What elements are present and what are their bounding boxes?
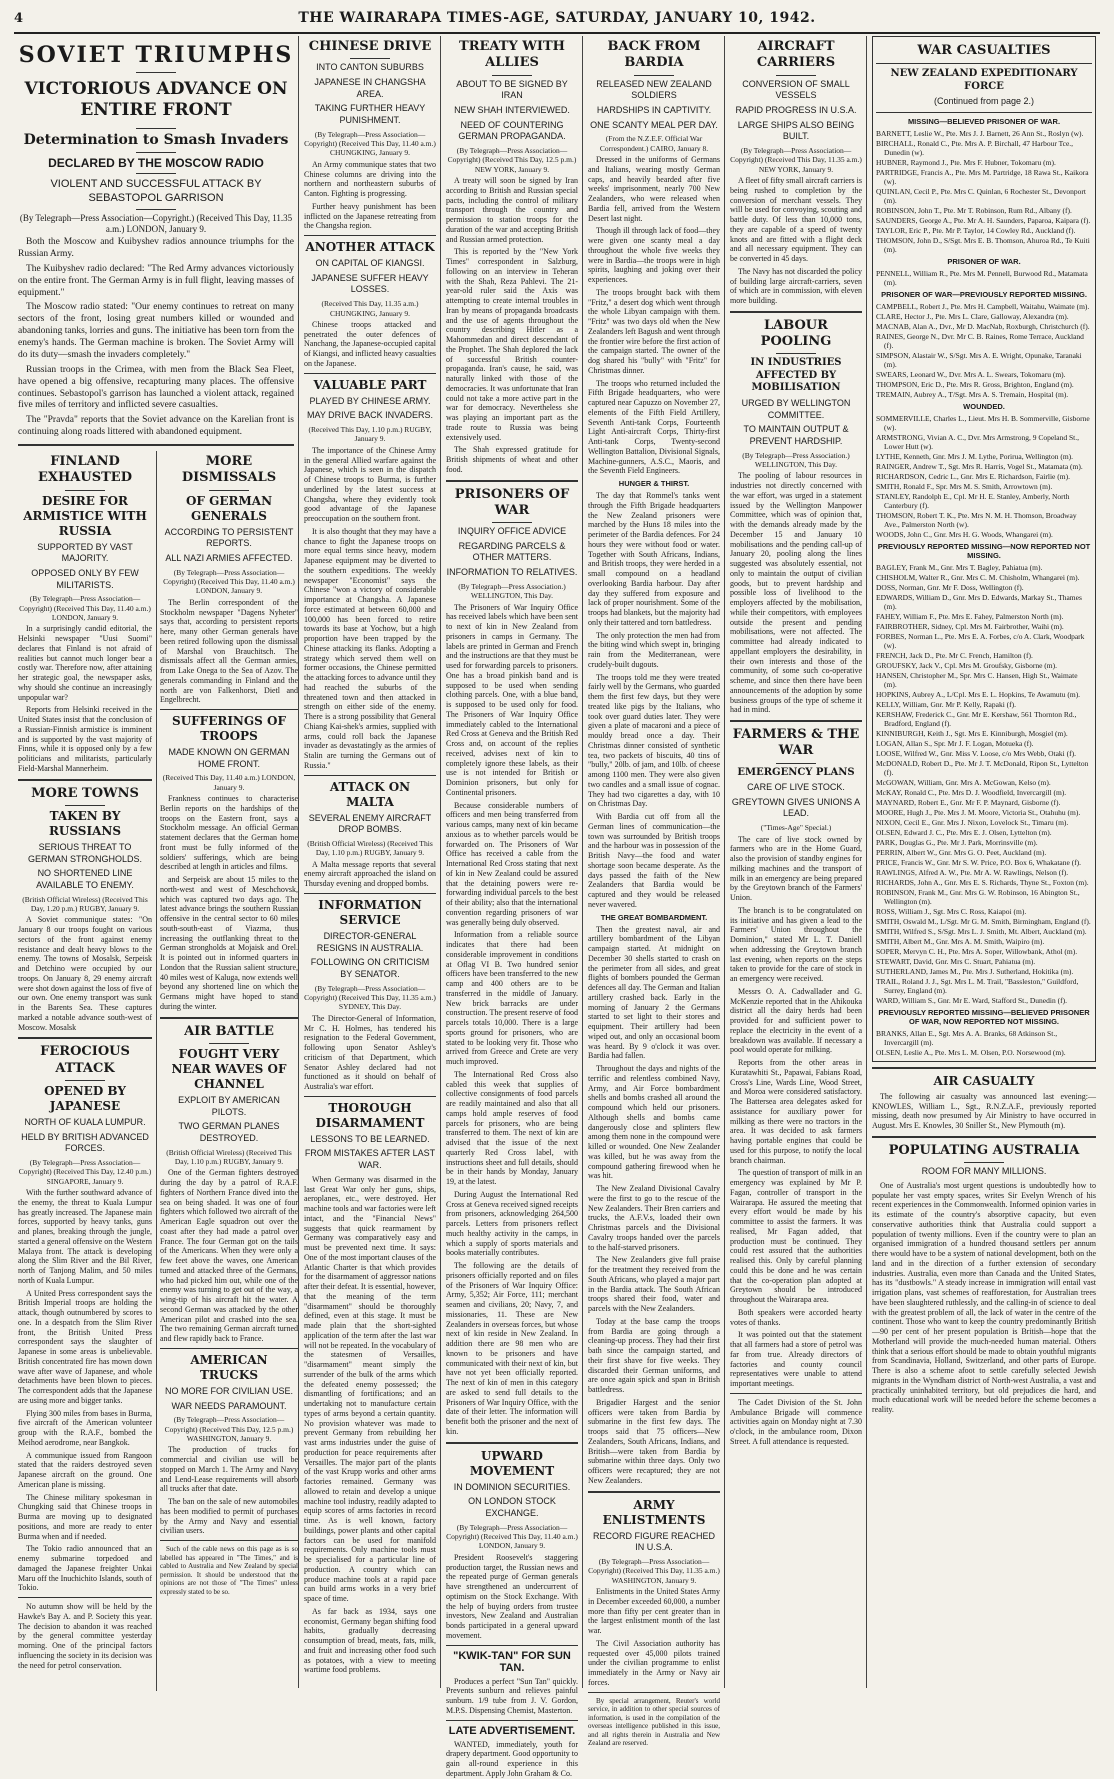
casualty-entry: TREMAIN, Aubrey A., T/Sgt. Mrs A. S. Tremain, Hospital (m). [876, 389, 1069, 399]
upward-headline: UPWARD MOVEMENT [469, 1448, 555, 1478]
lead-para: The Moscow radio stated: "Our enemy continues to retreat on many sectors of the front, losing great numbers killed or wounded and abandoning tanks, lorries and guns. The initiative has been torn from the enemy's hands. The German machine is broken. The Soviet Army will do its duty—smash the invaders completely." [18, 302, 294, 360]
casualty-entry: ROBINSON, John T., Pte. Mr T. Robinson, Rum Rd., Albany (f). [876, 205, 1072, 215]
casualty-entry: DOSS, Norman, Gnr. Mr F. Doss, Wellington (f). [876, 582, 1024, 592]
casualty-entry: ROBINSON, Frank M., Gnr. Mrs G. W. Robinson, 16 Abington St., Wellington (m). [876, 887, 1080, 906]
army-enlistments-story: ARMY ENLISTMENTS RECORD FIGURE REACHED IN U.S.A. (By Telegraph—Press Association—Copyright) (Received This Day, 11.35 a.m.) WASHINGTON, January 9. Enlistments in the United States Army in December exceeded 60,000, a number more than fifty per cent greater than in the largest enlistment month of the last war. The Civil Association authority has requested over 45,000 pilots trained under the civilian programme to enlist immediately in the Army or Navy air forces. By special arrangement, Reuter's world service, in addition to other special sources of information, is used in the compilation of the overseas intelligence published in this issue, and all rights therein in Australia and New Zealand are reserved. [588, 1497, 720, 1748]
casualty-list [876, 1029, 1092, 1057]
column-3 [300, 36, 440, 1688]
casualty-entry: FORBES, Norman L., Pte. Mrs E. A. Forbes, c/o A. Clark, Woodpark (w). [876, 631, 1085, 650]
casualty-entry: WARD, William S., Gnr. Mr E. Ward, Stafford St., Dunedin (f). [876, 995, 1067, 1005]
lead-headline: SOVIET TRIUMPHS [18, 42, 294, 68]
lead-para: Both the Moscow and Kuibyshev radios announce triumphs for the Russian Army. [18, 237, 294, 259]
casualty-entry: SOPER, Mervyn C. H., Pte. Mrs A. Soper, Willowbank, Athol (m). [876, 946, 1078, 956]
casualty-entry: SOMMERVILLE, Charles L., Lieut. Mrs H. B. Sommerville, Gisborne (w). [876, 413, 1090, 432]
more-dismissals-story: MORE DISMISSALS OF GERMAN GENERALS ACCORDING TO PERSISTENT REPORTS. ALL NAZI ARMIES AFFECTED. (By Telegraph—Press Association—Copyright) (Received This Day, 11.40 a.m.) LONDON, January 9. The Berlin correspondent of the Stockholm newspaper "Dagens Nyheter" says that, according to persistent reports here, many other German generals have been retired following upon the dismissal of Marshal von Brauchitsch. The dismissals affect all the German armies, from Lake Onega to the Sea of Azov. The generals commanding in Finland and the north are von Falkenhorst, Dietl and Engelbrecht. [160, 454, 298, 705]
prisoners-headline: PRISONERS OF WAR [454, 486, 570, 518]
casualty-entry: KINNIBURGH, Keith J., Sgt. Mrs E. Kinniburgh, Mosgiel (m). [876, 728, 1068, 738]
column-4 [442, 36, 582, 1778]
lead-credit: (By Telegraph—Press Association—Copyright.) (Received This Day, 11.35 a.m.) LONDON, January 9. [19, 212, 293, 234]
casualty-entry: PENNELL, William R., Pte. Mrs M. Pennell, Burwood Rd., Matamata (m). [876, 268, 1088, 287]
casualty-entry: HANSEN, Christopher M., Spr. Mrs C. Hansen, High St., Waimate (m). [876, 670, 1078, 689]
another-attack-story: ANOTHER ATTACK ON CAPITAL OF KIANGSI. JAPANESE SUFFER HEAVY LOSSES. (Received This Day, 11.35 a.m.) CHUNGKING, January 9. Chinese troops attacked and penetrated the outer defences of Nanchang, the Japanese-occupied capital of Kiangsi, and inflicted heavy casualties on the Japanese. [304, 240, 436, 368]
populating-headline: POPULATING AUSTRALIA [888, 1142, 1080, 1158]
war-casualties-story: WAR CASUALTIES NEW ZEALAND EXPEDITIONARY FORCE (Continued from page 2.) MISSING—BELIEVED PRISONER OF WAR. BARNETT, Leslie W., Pte. Mrs J. J. Barnett, 26 Ann St., Roslyn (w). BIRCHALL, Ronald C., Pte. Mrs A. P. Birchall, 47 Harbour Tce., Dunedin (w). HUBNER, Raymond J., Pte. Mrs F. Hubner, Tokomaru (m). PARTRIDGE, Francis A., Pte. Mrs M. Partridge, 18 Rawa St., Kaikora (w). QUINLAN, Cecil P., Pte. Mrs C. Quinlan, 6 Rochester St., Devonport (m). ROBINSON, John T., Pte. Mr T. Robinson, Rum Rd., Albany (f). SAUNDERS, George A., Pte. Mr A. H. Saunders, Paparoa, Kaipara (f). TAYLOR, Eric P., Pte. Mr P. Taylor, 14 Cowley Rd., Auckland (f). THOMSON, John D., S/Sgt. Mrs E. B. Thomson, Ahuroa Rd., Te Kuiti (m). PRISONER OF WAR. PENNELL, William R., Pte. Mrs M. Pennell, Burwood Rd., Matamata (m). PRISONER OF WAR—PREVIOUSLY REPORTED MISSING. CAMPBELL, Robert J., Pte. Mrs H. Campbell, Waitahu, Waimate (m). CLARE, Hector J., Pte. Mrs L. Clare, Galloway, Alexandra (m). MACNAB, Alan A., Dvr., Mr D. MacNab, Roxburgh, Christchurch (f). RAINES, George N., Dvr. Mr C. B. Raines, Rome Terrace, Auckland (f). SIMPSON, Alastair W., S/Sgt. Mrs A. E. Wright, Opunake, Taranaki (m). SWEARS, Leonard W., Dvr. Mrs A. L. Swears, Tokomaru (m). THOMPSON, Eric D., Pte. Mrs R. Gross, Brighton, England (m). TREMAIN, Aubrey A., T/Sgt. Mrs A. S. Tremain, Hospital (m). WOUNDED. SOMMERVILLE, Charles L., Lieut. Mrs H. B. Sommerville, Gisborne (w). ARMSTRONG, Vivian A. C., Dvr. Mrs Armstrong, 9 Copeland St., Lower Hutt (w). LYTHE, Kenneth, Gnr. Mrs J. M. Lythe, Porirua, Wellington (m). RAINGER, Andrew T., Sgt. Mrs R. Harris, Vogel St., Matamata (m). RICHARDSON, Cedric L., Gnr. Mrs E. Richardson, Fairlie (m). SMITH, Ronald F., Spr. Mrs M. S. Smith, Arrowtown (m). STANLEY, Randolph E., Cpl. Mr H. E. Stanley, Amberly, North Canterbury (f). THOMSON, Robert T. K., Pte. Mrs N. M. H. Thomson, Broadway Ave., Palmerston North (w). WOODS, John C., Gnr. Mrs H. G. Woods, Whangarei (m). PREVIOUSLY REPORTED MISSING—NOW REPORTED NOT MISSING. BAGLEY, Frank M., Gnr. Mrs T. Bagley, Pahiatua (m). CHISHOLM, Walter R., Gnr. Mrs C. M. Chisholm, Whangarei (m). DOSS, Norman, Gnr. Mr F. Doss, Wellington (f). EDWARDS, William D., Gnr. Mrs D. Edwards, Markay St., Thames (m). FAHEY, William F., Pte. Mrs E. Fahey, Palmerston North (m). FAIRBROTHER, Sidney, Cpl. Mrs M. Fairbrother, Waihi (m). FORBES, Norman L., Pte. Mrs E. A. Forbes, c/o A. Clark, Woodpark (w). FRENCH, Jack D., Pte. Mr C. French, Hamilton (f). GROUFSKY, Jack V., Cpl. Mrs M. Groufsky, Gisborne (m). HANSEN, Christopher M., Spr. Mrs C. Hansen, High St., Waimate (m). HOPKINS, Aubrey A., L/Cpl. Mrs E. L. Hopkins, Te Awamutu (m). KELLY, William, Gnr. Mr P. Kelly, Rapaki (f). KERSHAW, Frederick C., Gnr. Mr E. Kershaw, 561 Thornton Rd., Bradford, England (f). KINNIBURGH, Keith J., Sgt. Mrs E. Kinniburgh, Mosgiel (m). LOGAN, Allan S., Spr. Mr J. F. Logan, Motueka (f). LOOSE, Wilfred W., Gnr. Miss V. Loose, c/o Mrs Webb, Otaki (f). McDONALD, Robert D., Pte. Mr J. T. McDonald, Ripon St., Lyttelton (f). McGOWAN, William, Gnr. Mrs A. McGowan, Kelso (m). McKAY, Ronald C., Pte. Mrs D. J. Woodfield, Invercargill (m). MAYNARD, Robert E., Gnr. Mr F. P. Maynard, Gisborne (f). MOORE, Hugh J., Pte. Mrs J. M. Moore, Victoria St., Otahuhu (m). NIXON, Cecil E., Gnr. Mrs J. Nixon, Lovelock St., Timaru (m). OLSEN, Edward J. C., Pte. Mrs E. J. Olsen, Lyttelton (m). PARK, Douglas G., Pte. Mr J. Park, Morrinsville (m). PERRIN, Albert W., Gnr. Mrs G. O. Peet, Auckland (m). PRICE, Francis W., Gnr. Mr S. W. Price, P.O. Box 6, Whakatane (f). RAWLINGS, Alfred A. W., Pte. Mr A. W. Rawlings, Nelson (f). RICHARDS, John A., Gnr. Mrs E. S. Richards, Thyne St., Foxton (m). ROBINSON, Frank M., Gnr. Mrs G. W. Robinson, 16 Abington St., Wellington (m). ROSS, William J., Sgt. Mrs C. Ross, Kaiapoi (m). SMITH, Oswald M., L/Sgt. Mr G. M. Smith, Birmingham, England (f). SMITH, Wilfred S., S/Sgt. Mrs L. J. Smith, Mt. Albert, Auckland (m). SMITH, Albert M., Gnr. Mrs A. M. Smith, Waipiro (m). SOPER, Mervyn C. H., Pte. Mrs A. Soper, Willowbank, Athol (m). STEWART, David, Gnr. Mrs C. Stuart, Pahiatua (m). SUTHERLAND, James M., Pte. Mrs J. Sutherland, Hokitika (m). TRAIL, Roland J. J., Sgt. Mrs L. M. Trail, "Bassleston," Guildford, Surrey, England (m). WARD, William S., Gnr. Mr E. Ward, Stafford St., Dunedin (f). PREVIOUSLY REPORTED MISSING—BELIEVED PRISONER OF WAR, NOW REPORTED NOT MISSING. BRANKS, Allan E., Sgt. Mrs A. A. Branks, 68 Atkinson St., Invercargill (m). OLSEN, Leslie A., Pte. Mrs L. M. Olsen, P.O. Norsewood (m). [872, 36, 1096, 1062]
casualty-entry: KERSHAW, Frederick C., Gnr. Mr E. Kershaw, 561 Thornton Rd., Bradford, England (f). [876, 709, 1077, 728]
casualty-entry: MOORE, Hugh J., Pte. Mrs J. M. Moore, Victoria St., Otahuhu (m). [876, 807, 1081, 817]
casualty-list [876, 129, 1092, 254]
air-battle-headline: AIR BATTLE [184, 1023, 274, 1039]
chinese-drive-headline: CHINESE DRIVE [308, 39, 432, 54]
late-advertisement: LATE ADVERTISEMENT. WANTED, immediately, youth for drapery department. Good opportunity to gain all-round experience in this department. Apply John Graham & Co. [446, 1724, 578, 1778]
farmers-war-story: FARMERS & THE WAR EMERGENCY PLANS CARE OF LIVE STOCK. GREYTOWN GIVES UNIONS A LEAD. ("Times-Age" Special.) The care of live stock owned by farmers who are in the Home Guard, also the provision of standby engines for milking machines and the transport of milk in an emergency are being prepared by the Greytown branch of the Farmers' Union. The branch is to be congratulated on its initiative and has given a lead to the Farmers' Union throughout the Dominion," stated Mr L. T. Daniell when addressing the Greytown branch last evening, when reports on the steps taken to provide for the care of stock in an emergency were received. Messrs O. A. Cadwallader and G. McKenzie reported that in the Ahikouka district all the dairy herds had been provided for and sufficient power to replace the electricity in the event of a breakdown was available. If necessary a pool would operate for milking. Reports from the other areas in Kuratawhiti St., Papawai, Fabians Road, Cross's Line, Wards Line, Wood Street, and Moroa were considered satisfactory. The Battersea area delegates asked for assistance for auxiliary power for milking as there were no tractors in the area. It was decided to ask farmers having portable engines that could be used for this purpose, to notify the local branch chairman. The question of transport of milk in an emergency was explained by Mr P. Fagan, controller of transport in the Wairarapa. He assured the meeting that every effort would be made by his committee to assist the farmers. It was realised, Mr Fagan added, that production must be continued. They could rest assured that the authorities realised this. Only by careful planning could this be done and he was certain that the co-operation plan adopted at Greytown should be introduced throughout the Wairarapa area. Both speakers were accorded hearty votes of thanks. It was pointed out that the statement that all farmers had a store of petrol was far from true. Already directors of factories and county council representatives were unable to attend important meetings. The Cadet Division of the St. John Ambulance Brigade will commence activities again on Monday night at 7.30 o'clock, in the ambulance room, Dixon Street. A full attendance is requested. [730, 727, 862, 1446]
casualty-entry: FRENCH, Jack D., Pte. Mr C. French, Hamilton (f). [876, 650, 1033, 660]
casualty-entry: BIRCHALL, Ronald C., Pte. Mrs A. P. Birchall, 47 Harbour Tce., Dunedin (w). [876, 138, 1074, 157]
information-service-story: INFORMATION SERVICE DIRECTOR-GENERAL RESIGNS IN AUSTRALIA. FOLLOWING ON CRITICISM BY SENATOR. (By Telegraph—Press Association—Copyright) (Received This Day, 11.35 a.m.) SYDNEY, This Day. The Director-General of Information, Mr C. H. Holmes, has tendered his resignation to the Federal Government, following upon Senator Ashley's criticism of that Department, which Senator Ashley declared had not functioned as it should on behalf of Australia's war effort. [304, 897, 436, 1091]
lead-story [18, 42, 294, 439]
cable-footnote: Such of the cable news on this page as is so labelled has appeared in "The Times," and is cabled to Australia and New Zealand by special permission. It should be understood that the opinions are not those of "The Times" unless expressly stated to be so. [160, 1545, 298, 1596]
casualty-entry: GROUFSKY, Jack V., Cpl. Mrs M. Groufsky, Gisborne (m). [876, 660, 1057, 670]
another-attack-headline: ANOTHER ATTACK [305, 240, 435, 255]
more-towns-headline: MORE TOWNS [31, 785, 139, 801]
treaty-story: TREATY WITH ALLIES ABOUT TO BE SIGNED BY IRAN NEW SHAH INTERVIEWED. NEED OF COUNTERING GERMAN PROPAGANDA. (By Telegraph—Press Association—Copyright) (Received This Day, 12.5 p.m.) NEW YORK, January 9. A treaty will soon be signed by Iran according to British and Russian special pacts, including the control of military transport through the country and permission to station troops for the duration of the war and accepting British and Russian armed protection. This is reported by the "New York Times" correspondent in Salzburg, following on an interview in Teheran with the Shah, Reza Pahlevi. The 21-year-old ruler said the Axis was attempting to create internal troubles in Iran by means of propaganda broadcasts and the use of agents throughout the country describing Hitler as a Mahommedan and direct descendant of the Prophet. The Shah deplored the lack of successful British counter-propaganda. Iran's cause, he said, was naturally linked with those of the democracies. It was unfortunate that Iran could not take a more active part in the war for democracy. Nevertheless she was playing an important part as the trade route to Russia was being extensively used. The Shah expressed gratitude for British shipments of wheat and other food. [446, 39, 578, 474]
casualty-entry: HOPKINS, Aubrey A., L/Cpl. Mrs E. L. Hopkins, Te Awamutu (m). [876, 689, 1081, 699]
casualty-entry: LOGAN, Allan S., Spr. Mr J. F. Logan, Motueka (f). [876, 738, 1034, 748]
casualty-list [876, 414, 1092, 539]
air-casualty-headline: AIR CASUALTY [933, 1073, 1035, 1088]
casualty-entry: STANLEY, Randolph E., Cpl. Mr H. E. Stanley, Amberly, North Canterbury (f). [876, 491, 1070, 510]
more-dismissals-headline: MORE DISMISSALS [181, 454, 277, 486]
lead-sub1: VICTORIOUS ADVANCE ON ENTIRE FRONT [24, 79, 288, 121]
casualty-entry: SUTHERLAND, James M., Pte. Mrs J. Sutherland, Hokitika (m). [876, 966, 1074, 976]
casualty-entry: McDONALD, Robert D., Pte. Mr J. T. McDonald, Ripon St., Lyttelton (f). [876, 758, 1089, 777]
american-trucks-story: AMERICAN TRUCKS NO MORE FOR CIVILIAN USE. WAR NEEDS PARAMOUNT. (By Telegraph—Press Association—Copyright) (Received This Day, 12.5 p.m.) WASHINGTON, January 9. The production of trucks for commercial and civilian use will be stopped on March 1. The Army and Navy and Lend-Lease requirements will absorb all trucks after that date. The ban on the sale of new automobiles has been modified to permit of purchases by the Army and Navy and essential civilian users. Such of the cable news on this page as is so labelled has appeared in "The Times," and is cabled to Australia and New Zealand by special permission. It should be understood that the opinions are not those of "The Times" unless expressly stated to be so. [160, 1352, 298, 1596]
attack-malta-story: ATTACK ON MALTA SEVERAL ENEMY AIRCRAFT DROP BOMBS. (British Official Wireless) (Received This Day, 1.10 p.m.) RUGBY, January 9. A Malta message reports that several enemy aircraft approached the island on Thursday evening and dropped bombs. [304, 779, 436, 889]
late-ad-headline: LATE ADVERTISEMENT. [448, 1724, 576, 1737]
casualty-entry: TRAIL, Roland J. J., Sgt. Mrs L. M. Trail, "Bassleston," Guildford, Surrey, England (m). [876, 976, 1079, 995]
casualty-entry: SMITH, Wilfred S., S/Sgt. Mrs L. J. Smith, Mt. Albert, Auckland (m). [876, 926, 1087, 936]
information-service-headline: INFORMATION SERVICE [318, 897, 422, 927]
finland-sub1: DESIRE FOR ARMISTICE WITH RUSSIA [23, 493, 147, 538]
casualty-entry: TAYLOR, Eric P., Pte. Mr P. Taylor, 14 Cowley Rd., Auckland (f). [876, 225, 1076, 235]
column-2 [160, 451, 298, 1599]
casualty-entry: NIXON, Cecil E., Gnr. Mrs J. Nixon, Lovelock St., Timaru (m). [876, 817, 1069, 827]
casualty-list [876, 269, 1092, 287]
casualty-entry: ROSS, William J., Sgt. Mrs C. Ross, Kaiapoi (m). [876, 906, 1027, 916]
labour-pooling-story: LABOUR POOLING IN INDUSTRIES AFFECTED BY MOBILISATION URGED BY WELLINGTON COMMITTEE. TO MAINTAIN OUTPUT & PREVENT HARDSHIP. (By Telegraph—Press Association.) WELLINGTON, This Day. The pooling of labour resources in industries not directly concerned with the war effort, was urged in a statement issued by the Wellington Manpower Committee, which was of opinion that, with the demands already made by the December 15 and January 10 mobilisations and the pending call-up of January 20, pooling along the lines suggested was absolutely essential, not only to maintain the output of civilian goods, but to prevent hardship and possible loss of livelihood to the employers affected by the mobilisation, while their competitors, with employees outside the present and pending mobilisations, were not affected. The committee had already indicated to appellant employers the desirability, in their own interests and those of the community, of some such co-operative scheme, and since then there have been announcements of the adoption by some business groups of the type of scheme it had in mind. [730, 317, 862, 715]
lead-sub3: DECLARED BY THE MOSCOW RADIO [48, 156, 264, 170]
casualty-entry: SAUNDERS, George A., Pte. Mr A. H. Saunders, Paparoa, Kaipara (f). [876, 215, 1091, 225]
sufferings-story: SUFFERINGS OF TROOPS MADE KNOWN ON GERMAN HOME FRONT. (Received This Day, 11.40 a.m.) LONDON, January 9. Frankness continues to characterise Berlin reports on the hardships of the troops on the Eastern front, says a Stockholm message. An official German statement declares that the German home front must be fully informed of the soldiers' sufferings, which are being described at length in articles and films. and Serpeisk are about 15 miles to the north-west and west of Meschchovsk, which was captured two days ago. The latest advance brings the southern Russian offensive in the central sector to 60 miles south-south-east of Viazma, thus increasing the outflanking threat to the German strongholds at Mojaisk and Orel. It is pointed out in informed quarters in London that the Russian salient structure, 40 miles west of Kaluga, now extends well beyond any shortened line on which the Germans might have hoped to stand during the winter. [160, 714, 298, 1011]
casualty-entry: PERRIN, Albert W., Gnr. Mrs G. O. Peet, Auckland (m). [876, 847, 1047, 857]
casualty-entry: MACNAB, Alan A., Dvr., Mr D. MacNab, Roxburgh, Christchurch (f). [876, 321, 1090, 331]
aircraft-carriers-story: AIRCRAFT CARRIERS CONVERSION OF SMALL VESSELS RAPID PROGRESS IN U.S.A. LARGE SHIPS ALSO BEING BUILT. (By Telegraph—Press Association—Copyright) (Received This Day, 11.35 a.m.) NEW YORK, January 9. A fleet of fifty small aircraft carriers is being rushed to completion by the conversion of merchant vessels. They will be used for convoying, scouting and battle duty. Of less than 10,000 tons, they are capable of a speed of twenty knots and are fitted with a flight deck and all necessary equipment. They can be converted in 45 days. The Navy has not discarded the policy of building large aircraft-carriers, seven of which are in commission, with eleven more building. [730, 39, 862, 306]
lead-para: The "Pravda" reports that the Soviet advance on the Karelian front is continuing along roads littered with abandoned equipment. [18, 415, 294, 438]
column-5 [584, 36, 724, 1748]
casualty-entry: OLSEN, Leslie A., Pte. Mrs L. M. Olsen, P.O. Norsewood (m). [876, 1047, 1066, 1057]
farmers-headline: FARMERS & THE WAR [732, 727, 860, 759]
casualty-entry: RICHARDSON, Cedric L., Gnr. Mrs E. Richardson, Fairlie (m). [876, 471, 1070, 481]
thorough-disarmament-headline: THOROUGH DISARMAMENT [315, 1100, 425, 1130]
carriers-headline: AIRCRAFT CARRIERS [756, 39, 836, 71]
casualty-list [876, 563, 1092, 1005]
kwik-tan-headline: "KWIK-TAN" FOR SUN TAN. [453, 1649, 571, 1674]
casualty-entry: RAINES, George N., Dvr. Mr C. B. Raines, Rome Terrace, Auckland (f). [876, 331, 1084, 350]
casualty-entry: KELLY, William, Gnr. Mr P. Kelly, Rapaki (f). [876, 699, 1017, 709]
thorough-disarmament-story: THOROUGH DISARMAMENT LESSONS TO BE LEARNED. FROM MISTAKES AFTER LAST WAR. When Germany was disarmed in the last Great War only her guns, ships, aeroplanes, etc., were destroyed. Her machine tools and war factories were left intact, and the "Financial News" suggests that quick rearmament by Germany was comparatively easy and must be prevented next time. It says: One of the most important clauses of the Atlantic Charter is that which provides for the disarmament of aggressor nations after their defeat. It is essential, however, that the meaning of the term "disarmament" should be thoroughly defined, even at this stage. It must be made plain that the short-sighted application of the term after the last war will not be repeated. In the vocabulary of the statesmen of Versailles, "disarmament" meant simply the surrender of the bulk of the arms which the defeated enemy possessed; the dismantling of fortifications; and an undertaking not to manufacture certain types of arms beyond a certain quantity. No provision whatever was made to prevent Germany from rebuilding her vast arms industries under the guise of production for peace requirements after Versailles. The major part of the plants of the vast Krupp works and other arms factories remained. Germany was allowed to retain and develop a unique machine tool industry, readily adapted to equip scores of arms factories in record time. As is well known, factory buildings, power plants and other capital factors can be used for manifold requirements. Only machine tools must be specialised for a particular line of production. A country which can produce machine tools at a rapid pace can build arms works in a very brief space of time. As far back as 1934, says one economist, Germany began shifting food habits, gradually decreasing consumption of bread, meats, fats, milk, and fruit and increasing other food such as potatoes, with a view to meeting wartime food problems. [304, 1100, 436, 1675]
sufferings-headline: SUFFERINGS OF TROOPS [172, 714, 286, 744]
casualties-headline: WAR CASUALTIES [917, 43, 1051, 58]
upward-movement-story: UPWARD MOVEMENT IN DOMINION SECURITIES. ON LONDON STOCK EXCHANGE. (By Telegraph—Press Association—Copyright) (Received This Day, 11.40 a.m.) LONDON, January 9. President Roosevelt's staggering production target, the Russian news and the repeated purge of German generals have strengthened an undercurrent of optimism on the Stock Exchange. With the help of buying orders from trustee investors, New Zealand and Australian bonds participated in a general upward movement. [446, 1448, 578, 1640]
casualty-entry: RICHARDS, John A., Gnr. Mrs E. S. Richards, Thyne St., Foxton (m). [876, 877, 1089, 887]
kwik-tan-ad: "KWIK-TAN" FOR SUN TAN. Produces a perfect "Sun Tan" quickly. Prevents sunburn and relieves painful sunburn. 1/9 tube from J. V. Gordon, M.P.S. Dispensing Chemist, Masterton. [446, 1649, 578, 1715]
casualty-entry: PARTRIDGE, Francis A., Pte. Mrs M. Partridge, 18 Rawa St., Kaikora (w). [876, 167, 1089, 186]
casualty-entry: QUINLAN, Cecil P., Pte. Mrs C. Quinlan, 6 Rochester St., Devonport (m). [876, 186, 1086, 205]
valuable-part-headline: VALUABLE PART [313, 377, 427, 392]
casualty-entry: BRANKS, Allan E., Sgt. Mrs A. A. Branks, 68 Atkinson St., Invercargill (m). [876, 1028, 1058, 1047]
bardia-story: BACK FROM BARDIA RELEASED NEW ZEALAND SOLDIERS HARDSHIPS IN CAPTIVITY. ONE SCANTY MEAL PER DAY. (From the N.Z.E.F. Official War Correspondent.) CAIRO, January 8. Dressed in the uniforms of Germans and Italians, wearing mostly German caps, and heavily bearded after five weeks' imprisonment, nearly 700 New Zealanders, who were released when Bardia fell, arrived from the Western Desert last night. Though ill through lack of food—they were given one scanty meal a day throughout the whole five weeks they were in Bardia—the troops were in high spirits, laughing and joking over their experiences. The troops brought back with them "Fritz," a desert dog which went through the whole Libyan campaign with them. "Fritz" was two days old when the New Zealanders left Bagush and went through the frontier wire before the first action of the campaign started. The owner of the dog shared his "bully" with "Fritz" for Christmas dinner. The troops who returned included the Fifth Brigade headquarters, who were captured near Capuzzo on November 27, elements of the Fifth Field Artillery, Seventh Anti-tank Corps, Fourteenth Light Anti-aircraft Corps, Thirty-first Anti-tank Corps, Twenty-second Wellington Battalion, Divisional Signals, Machine-gunners, A.S.C., Maoris, and the Seventh Field Engineers. HUNGER & THIRST. The day that Rommel's tanks went through the Fifth Brigade headquarters the New Zealand prisoners were marched by the Huns 18 miles into the perimeter of the Bardia defences. For 24 hours they were without food or water. Together with South Africans, Indians, and British troops, they were herded in a small compound on a headland overlooking Bardia harbour. Day after day they suffered from exposure and lack of proper nourishment. Some of the troops had blankets, but the majority had only their tattered and torn battledress. The only protection the men had from the biting wind which swept in, bringing rain from the Mediterranean, were crudely-built dugouts. The troops told me they were treated fairly well by the Germans, who guarded them the first few days, but they were treated like pigs by the Italians, who took over guard duties later. They were given a plate of macaroni and a piece of mouldy bread once a day. Their Christmas dinner consisted of synthetic tea, two packets of biscuits, 40 tins of "bully," 20lb. of jam, and 10lb. of cheese among 1100 men. They were also given two candles and a small issue of cognac. They had two cigarettes a day, with 10 on Christmas Day. With Bardia cut off from all the German lines of communication—the town was surrounded by British troops and the harbour was in possession of the British Navy—the food and water shortage soon became desperate. As the days passed the faith of the New Zealanders that Bardia would be captured and they would be released never wavered. THE GREAT BOMBARDMENT. Then the greatest naval, air and artillery bombardment of the Libyan campaign started. At midnight on December 30 shells started to crash on the perimeter from all sides, and great flights of bombers pounded the German defences all day. The German and Italian artillery crashed back. Early in the morning of January 2 the Germans started to set light to their stores and equipment. Their artillery had been wiped out, and only an occasional boom was heard. By 9 o'clock it was over. Bardia had fallen. Throughout the days and nights of the terrific and relentless combined Navy, Army, and Air Force bombardment shells and bombs crashed all around the compound which held our prisoners. Although shells and bombs came dangerously close and splinters flew among them none in the compound were killed or wounded. One New Zealander was killed, but he was away from the compound gathering firewood when he was hit. The New Zealand Divisional Cavalry were the first to go to the rescue of the New Zealanders. Their Bren carriers and trucks, the A.F.V.s, loaded their own Christmas parcels and the Divisional Cavalry troops handed over the parcels to the half-starved prisoners. The New Zealanders give full praise for the treatment they received from the South Africans, who played a major part in the Bardia attack. The South African troops shared their food, water and parcels with the New Zealanders. Today at the base camp the troops from Bardia are going through a cleaning-up process. They had their first bath since the campaign started, and their first shave for five weeks. They discarded their German uniforms, and are once again spick and span in British battledress. Brigadier Hargest and the senior officers were taken from Bardia by submarine in the first few days. The troops said that 75 officers—New Zealanders, South Africans, Indians, and British—were taken from Bardia by submarine within three days. Only two officers were recaptured; they are not New Zealanders. [588, 39, 720, 1485]
enlistments-headline: ARMY ENLISTMENTS [602, 1497, 706, 1527]
bardia-headline: BACK FROM BARDIA [607, 39, 701, 71]
casualty-entry: BARNETT, Leslie W., Pte. Mrs J. J. Barnett, 26 Ann St., Roslyn (w). [876, 128, 1084, 138]
casualty-entry: FAIRBROTHER, Sidney, Cpl. Mrs M. Fairbrother, Waihi (m). [876, 621, 1064, 631]
finland-story: FINLAND EXHAUSTED DESIRE FOR ARMISTICE WITH RUSSIA SUPPORTED BY VAST MAJORITY. OPPOSED ONLY BY FEW MILITARISTS. (By Telegraph—Press Association—Copyright) (Received This Day, 11.40 a.m.) LONDON, January 9. In a surprisingly candid editorial, the Helsinki newspaper "Uusi Suomi" declares that Finland is not afraid of realities but cannot much longer bear a costly war. Therefore now, after attaining her strategic goal, the newspaper asks, why should she continue an increasingly unpopular war? Reports from Helsinki received in the United States insist that the conclusion of a Russian-Finnish armistice is imminent and is supported by the vast majority of Finns, while it is opposed only by a few politicians and militarists, particularly Field-Marshal Mannerheim. [18, 454, 152, 773]
casualty-entry: SMITH, Albert M., Gnr. Mrs A. M. Smith, Waipiro (m). [876, 936, 1045, 946]
casualty-entry: CHISHOLM, Walter R., Gnr. Mrs C. M. Chisholm, Whangarei (m). [876, 572, 1080, 582]
casualty-entry: HUBNER, Raymond J., Pte. Mrs F. Hubner, Tokomaru (m). [876, 157, 1056, 167]
column-1 [18, 451, 152, 1673]
masthead [14, 8, 1100, 34]
casualty-entry: THOMSON, John D., S/Sgt. Mrs E. B. Thomson, Ahuroa Rd., Te Kuiti (m). [876, 235, 1090, 254]
left-block [14, 36, 298, 1688]
casualty-entry: BAGLEY, Frank M., Gnr. Mrs T. Bagley, Pahiatua (m). [876, 562, 1043, 572]
air-battle-story: AIR BATTLE FOUGHT VERY NEAR WAVES OF CHANNEL EXPLOIT BY AMERICAN PILOTS. TWO GERMAN PLANES DESTROYED. (British Official Wireless) (Received This Day, 1.10 p.m.) RUGBY, January 9. One of the German fighters destroyed during the day by a patrol of R.A.F. fighters of Northern France dived into the sea on being shaded. It was one of four fighters which followed two aircraft of the American Eagle squadron out over the coast after they had made a patrol over France. The four German got on the tails of the Americans. When they were only a few feet above the waves, one American turned and attacked three of the Germans, who had picked him out, while one of the enemy was turning to get out of the way, a wing-tip of his aircraft hit the water. A second German was attacked by the other American pilot and crashed into the sea. The two remaining German aircraft turned and flew rapidly back to France. [160, 1023, 298, 1344]
labour-headline: LABOUR POOLING [760, 317, 832, 350]
casualty-entry: EDWARDS, William D., Gnr. Mrs D. Edwards, Markay St., Thames (m). [876, 592, 1082, 611]
casualty-entry: ARMSTRONG, Vivian A. C., Dvr. Mrs Armstrong, 9 Copeland St., Lower Hutt (w). [876, 432, 1079, 451]
casualty-entry: THOMSON, Robert T. K., Pte. Mrs N. M. H. Thomson, Broadway Ave., Palmerston North (w). [876, 510, 1077, 529]
casualty-entry: SMITH, Ronald F., Spr. Mrs M. S. Smith, Arrowtown (m). [876, 481, 1053, 491]
casualty-entry: PARK, Douglas G., Pte. Mr J. Park, Morrinsville (m). [876, 837, 1038, 847]
column-6 [726, 36, 866, 1688]
page-number: 4 [14, 10, 24, 26]
casualty-entry: CAMPBELL, Robert J., Pte. Mrs H. Campbell, Waitahu, Waimate (m). [876, 301, 1090, 311]
lead-sub4: VIOLENT AND SUCCESSFUL ATTACK BY SEBASTOPOL GARRISON [50, 178, 262, 205]
casualty-entry: OLSEN, Edward J. C., Pte. Mrs E. J. Olsen, Lyttelton (m). [876, 827, 1052, 837]
casualty-entry: SMITH, Oswald M., L/Sgt. Mr G. M. Smith, Birmingham, England (f). [876, 916, 1091, 926]
valuable-part-story: VALUABLE PART PLAYED BY CHINESE ARMY. MAY DRIVE BACK INVADERS. (Received This Day, 1.10 p.m.) RUGBY, January 9. The importance of the Chinese Army in the general Allied warfare against the Japanese, which is seen in the dispatch of Chinese troops to Burma, is further underlined by the latest success at Changsha, where they evidently took good advantage of the Japanese preoccupation on the southern front. It is also thought that they may have a chance to fight the Japanese troops on more equal terms since heavy, modern Japanese equipment may be diverted to the southern expeditions. The weekly newspaper "Economist" says the Chinese "won a victory of considerable importance at Changsha. A Japanese force estimated at between 60,000 and 100,000 has been forced to retire towards its base at Yochow, but a high proportion have been trapped by the Chinese attacking its flanks. Adopting a strategy which served them well on former occasions, the Chinese permitted the attacking forces to advance until they had reached the suburbs of the threatened town and then attacked in strength on either side of the enemy. There is a strong possibility that General Chiang Kai-shek's armies, supplied with arms, could roll back the Japanese invader as devastatingly as the armies of Stalin are turning the Germans out of Russia." [304, 377, 436, 770]
column-7 [868, 36, 1100, 1688]
masthead-title: THE WAIRARAPA TIMES-AGE, SATURDAY, JANUARY 10, 1942. [298, 10, 816, 26]
casualty-entry: MAYNARD, Robert E., Gnr. Mr F. P. Maynard, Gisborne (f). [876, 797, 1061, 807]
casualty-entry: McGOWAN, William, Gnr. Mrs A. McGowan, Kelso (m). [876, 777, 1051, 787]
casualty-entry: SIMPSON, Alastair W., S/Sgt. Mrs A. E. Wright, Opunake, Taranaki (m). [876, 350, 1082, 369]
casualty-entry: McKAY, Ronald C., Pte. Mrs D. J. Woodfield, Invercargill (m). [876, 787, 1067, 797]
casualty-entry: RAWLINGS, Alfred A. W., Pte. Mr A. W. Rawlings, Nelson (f). [876, 867, 1069, 877]
more-towns-story: MORE TOWNS TAKEN BY RUSSIANS SERIOUS THREAT TO GERMAN STRONGHOLDS. NO SHORTENED LINE AVAILABLE TO ENEMY. (British Official Wireless) (Received This Day, 1.20 p.m.) RUGBY, January 9. A Soviet communique states: "On January 8 our troops fought on various sectors of the front against enemy resistance and dealt heavy blows to the enemy. The towns of Mosalsk, Serpeisk and Detchino were occupied by our troops. On January 8, 29 enemy aircraft were shot down against the loss of five of our own. One enemy transport was sunk in the Barents Sea. These captures marked a notable advance south-west of Moscow. Mosalsk [18, 785, 152, 1032]
casualty-entry: RAINGER, Andrew T., Sgt. Mrs R. Harris, Vogel St., Matamata (m). [876, 461, 1083, 471]
casualty-entry: THOMPSON, Eric D., Pte. Mrs R. Gross, Brighton, England (m). [876, 379, 1074, 389]
casualty-entry: CLARE, Hector J., Pte. Mrs L. Clare, Galloway, Alexandra (m). [876, 311, 1069, 321]
casualty-entry: STEWART, David, Gnr. Mrs C. Stuart, Pahiatua (m). [876, 956, 1036, 966]
columns [14, 36, 1100, 1778]
finland-headline: FINLAND EXHAUSTED [38, 454, 132, 486]
ferocious-headline: FEROCIOUS ATTACK [40, 1044, 130, 1076]
casualty-entry: PRICE, Francis W., Gnr. Mr S. W. Price, P.O. Box 6, Whakatane (f). [876, 857, 1082, 867]
chinese-drive-story: CHINESE DRIVE INTO CANTON SUBURBS JAPANESE IN CHANGSHA AREA. TAKING FURTHER HEAVY PUNISHMENT. (By Telegraph—Press Association—Copyright) (Received This Day, 11.40 a.m.) CHUNGKING, January 9. An Army communique states that two Chinese columns are driving into the northern and northeastern suburbs of Canton. Fighting is progressing. Further heavy punishment has been inflicted on the Japanese retreating from the Changsha region. [304, 39, 436, 231]
prisoners-story: PRISONERS OF WAR INQUIRY OFFICE ADVICE REGARDING PARCELS & OTHER MATTERS. INFORMATION TO RELATIVES. (By Telegraph—Press Association.) WELLINGTON, This Day. The Prisoners of War Inquiry Office has received labels which have been sent to next of kin in New Zealand from prisoners in camps in Germany. The labels are printed in German and French and the instructions are that they must be used for forwarding parcels to prisoners. One has a broad pinkish band and is supposed to be used when sending clothing parcels. One, with a blue band, is supposed to be used only for food. The Prisoners of War Inquiry Office immediately cabled to the International Red Cross at Geneva and the British Red Cross and, on account of the replies received, advises next of kin to completely ignore these labels, as their use is not intended for British or Dominion prisoners, but only for Continental prisoners. Because considerable numbers of officers and men being transferred from various camps, many next of kin became anxious as to whether parcels would be forwarded on. The Prisoners of War Office has received a cable from the International Red Cross stating that next of kin in New Zealand could be assured that the detaining powers were re-forwarding individual parcels to the best of their ability; also that the international convention regarding prisoners of war was generally being duly observed. Information from a reliable source indicates that there had been considerable improvement in conditions at Oflag VI B. Two hundred senior officers have been transferred to the new camp and 400 others are to be transferred in the middle of January. New brick barracks are under construction. The present reserve of food parcels totals 10,000. There is a large sports ground for prisoners, who are stated to be looking very fit. Those who arrived from Greece and Crete are very much improved. The International Red Cross also cabled this week that supplies of collective consignments of food parcels are readily maintained and also that all camps hold ample reserves of food parcels for prisoners, who are being transferred to them. The next of kin are advised that the issue of the next quarterly Red Cross label, with instructions sheet and full details, should be in their hands by Monday, January 19, at the latest. During August the International Red Cross at Geneva received signed receipts from prisoners, acknowledging 264,500 parcels. Letters from prisoners reflect much healthy activity in the camps, in which a supply of sports materials and books materially contributes. The following are the details of prisoners officially reported and on files of the Prisoners of War Inquiry Office: Army, 5,352; Air Force, 111; merchant seamen and civilians, 20; Navy, 7, and missionaries, 11. These are New Zealanders in overseas forces, but whose next of kin reside in New Zealand. In addition there are 98 men who are known to be prisoners and have communicated with their next of kin, but have not yet been officially reported. The next of kin of men in this category are asked to send full details to the Prisoners of War Inquiry Office, with the date of their letter. The information will benefit both the prisoner and the next of kin. [446, 486, 578, 1436]
american-trucks-headline: AMERICAN TRUCKS [190, 1352, 268, 1382]
lead-sub2: Determination to Smash Invaders [23, 131, 289, 148]
casualty-entry: LYTHE, Kenneth, Gnr. Mrs J. M. Lythe, Porirua, Wellington (m). [876, 451, 1074, 461]
casualty-entry: LOOSE, Wilfred W., Gnr. Miss V. Loose, c/o Mrs Webb, Otaki (f). [876, 748, 1076, 758]
lead-para: The Kuibyshev radio declared: "The Red Army advances victoriously on the entire front. The German Army is in full flight, leaving masses of equipment." [18, 263, 294, 298]
casualty-list [876, 302, 1092, 399]
treaty-headline: TREATY WITH ALLIES [459, 39, 565, 71]
populating-australia-story: POPULATING AUSTRALIA ROOM FOR MANY MILLIONS. One of Australia's most urgent questions is undoubtedly how to populate her vast empty spaces, writes Sir Evelyn Wrench of his recent experiences in the Commonwealth. Informed opinion varies in its estimate of the country's absorptive capacity, but even conservative authorities think that Australia could support a population of twenty millions. Even if the country were to plan an organised immigration of a hundred thousand settlers per annum there would have to be a system of national development, both on the land and in the direction of a further extension of secondary industries. Australia, even more than Canada and the United States, has its "dustbowls." A steady increase in immigration will entail vast irrigation plans, vast schemes of reafforestation, for Australian trees have been slaughtered ruthlessly, and the calling-in of science to deal with the greatest problem of all, the lack of water in the centre of the continent. Those who want to keep the country predominantly British—90 per cent of her present population is British—hope that the Motherland will provide the much-needed human material. Others think that a serious effort should be made to obtain youthful migrants from Scandinavia, Holland, Switzerland, and other parts of Europe. There is also a scheme afoot to settle carefully selected Jewish migrants in the Wyndham district of North-west Australia, a vast and practically uninhabited territory, but old prejudices die hard, and much educational work will be needed before the scheme becomes a reality. [872, 1142, 1096, 1415]
lead-para: Russian troops in the Crimea, with men from the Black Sea Fleet, have opened a big offensive, recapturing many places. The offensive continues. Sebastopol's garrison has launched a violent attack, regained five miles of territory and inflicted severe casualties. [18, 364, 294, 411]
attack-malta-headline: ATTACK ON MALTA [329, 779, 411, 809]
air-casualty-story: AIR CASUALTY The following air casualty was announced last evening:—KNOWLES, William L., Sgt., R.N.Z.A.F., previously reported missing, death now presumed by Air Ministry to have occurred in August. Mrs E. Knowles, 30 Sniller St., New Plymouth (m). [872, 1073, 1096, 1131]
ferocious-attack-story: FEROCIOUS ATTACK OPENED BY JAPANESE NORTH OF KUALA LUMPUR. HELD BY BRITISH ADVANCED FORCES. (By Telegraph—Press Association—Copyright) (Received This Day, 12.40 p.m.) SINGAPORE, January 9. With the further southward advance of the enemy, the threat to Kuala Lumpur has greatly increased. The Japanese main forces, supported by heavy tanks, guns and planes, breaking through the jungle, started a general offensive on the Western Malaya front. The attack is developing along the Slim River and the Bil River, north of Tanjong Malim, and 50 miles north of Kuala Lumpur. A United Press correspondent says the British Imperial troops are holding the attack, though outnumbered by scores to one. In a despatch from the Slim River front, the British United Press correspondent says the slaughter of Japanese in some areas is unbelievable. British concentrated fire has mown down wave after wave of Japanese, and whole detachments have been blown to pieces. The correspondent adds that the Japanese are using more and bigger tanks. Flying 300 miles from bases in Burma, five aircraft of the American volunteer group with the R.A.F., bombed the Meihod aerodrome, near Bangkok. A communique issued from Rangoon stated that the raiders destroyed seven Japanese aircraft on the ground. One American plane is missing. The Chinese military spokesman in Chungking said that Chinese troops in Burma are moving up to designated positions, and more are ready to enter Burma when and if needed. The Tokio radio announced that an enemy submarine torpedoed and damaged the Japanese freighter Unkai Maru off the Inuchichito Islands, south of Tokio. No autumn show will be held by the Hawke's Bay A. and P. Society this year. The decision to abandon it was reached by the general committee yesterday morning. One of the principal factors influencing the society in its decision was the need for petrol conservation. [18, 1044, 152, 1670]
casualty-entry: SWEARS, Leonard W., Dvr. Mrs A. L. Swears, Tokomaru (m). [876, 369, 1066, 379]
casualty-entry: WOODS, John C., Gnr. Mrs H. G. Woods, Whangarei (m). [876, 529, 1053, 539]
casualty-entry: FAHEY, William F., Pte. Mrs E. Fahey, Palmerston North (m). [876, 611, 1064, 621]
